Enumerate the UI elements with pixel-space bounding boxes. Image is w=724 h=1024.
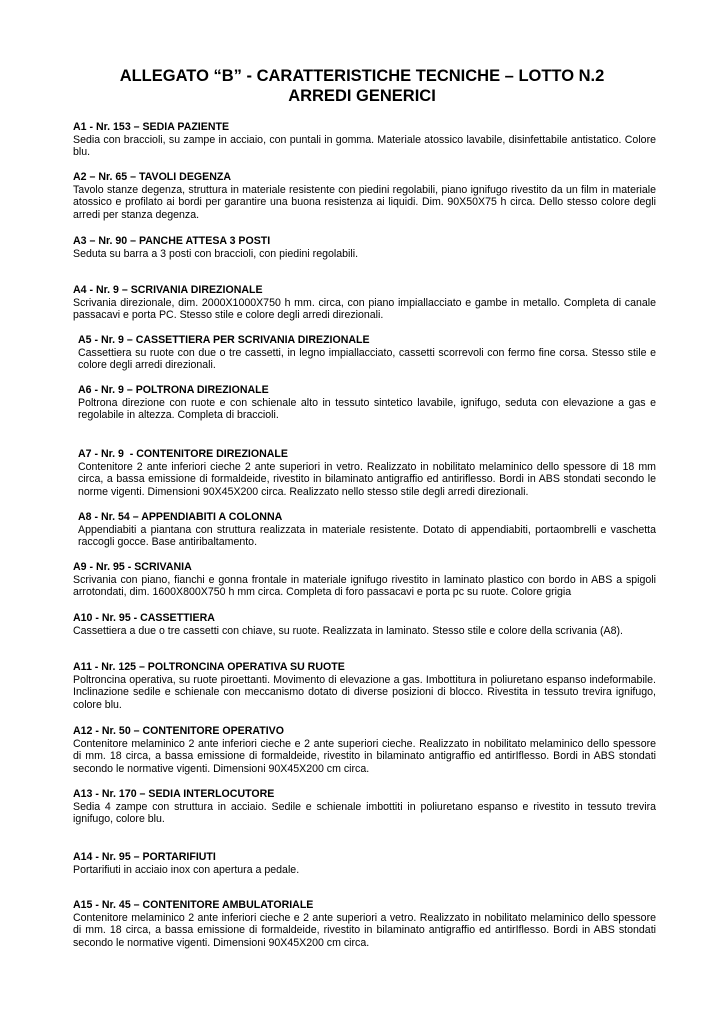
item-heading: A11 - Nr. 125 – POLTRONCINA OPERATIVA SU RUOTE bbox=[73, 661, 345, 673]
item-heading: A1 - Nr. 153 – SEDIA PAZIENTE bbox=[73, 121, 230, 133]
item-description: Contenitore melaminico 2 ante inferiori cieche e 2 ante superiori a vetro. Realizzato in nobilitato melaminico dello spessore di mm. 18 circa, a bassa emissione di formaldeide, rivestito in bilaminato antigraffio ed antirIflesso. Bordi in ABS stondati secondo le normative vigenti. Dimensioni 90X45X200 cm circa. bbox=[73, 911, 656, 949]
item-heading: A7 - Nr. 9 - CONTENITORE DIREZIONALE bbox=[78, 448, 288, 460]
item-description: Cassettiera su ruote con due o tre cassetti, in legno impiallacciato, cassetti scorrevoli con fermo fine corsa. Stesso stile e colore degli arredi direzionali. bbox=[78, 346, 656, 372]
item-heading: A6 - Nr. 9 – POLTRONA DIREZIONALE bbox=[78, 384, 269, 396]
item-a3 bbox=[73, 235, 656, 260]
item-description: Contenitore melaminico 2 ante inferiori cieche e 2 ante superiori cieche. Realizzato in nobilitato melaminico dello spessore di mm. 18 circa, a bassa emissione di formaldeide, rivestito in bilaminato antigraffio ed antirIflesso. Bordi in ABS stondati secondo le normative vigenti. Dimensioni 90X45X200 cm circa. bbox=[73, 737, 656, 775]
item-heading: A9 - Nr. 95 - SCRIVANIA bbox=[73, 561, 192, 573]
item-a5 bbox=[78, 334, 656, 372]
item-description: Seduta su barra a 3 posti con braccioli, con piedini regolabili. bbox=[73, 247, 359, 260]
item-heading: A13 - Nr. 170 – SEDIA INTERLOCUTORE bbox=[73, 788, 275, 800]
item-heading: A3 – Nr. 90 – PANCHE ATTESA 3 POSTI bbox=[73, 235, 271, 247]
item-a9 bbox=[73, 561, 656, 599]
item-description: Portarifiuti in acciaio inox con apertura a pedale. bbox=[73, 863, 300, 876]
item-description: Poltrona direzione con ruote e con schienale alto in tessuto sintetico lavabile, ignifugo, seduta con elevazione a gas e regolabile in altezza. Completa di braccioli. bbox=[78, 396, 656, 422]
item-a11 bbox=[73, 661, 656, 711]
item-a12 bbox=[73, 725, 656, 775]
item-heading: A5 - Nr. 9 – CASSETTIERA PER SCRIVANIA DIREZIONALE bbox=[78, 334, 370, 346]
item-heading: A2 – Nr. 65 – TAVOLI DEGENZA bbox=[73, 171, 231, 183]
item-description: Poltroncina operativa, su ruote piroettanti. Movimento di elevazione a gas. Imbottitura in poliuretano espanso indeformabile. Inclinazione sedile e schienale con meccanismo dotato di diverse posizioni di blocco. Rivestita in tessuto trevira ignifugo, colore blu. bbox=[73, 673, 656, 711]
item-description: Contenitore 2 ante inferiori cieche 2 ante superiori in vetro. Realizzato in nobilitato melaminico dello spessore di 18 mm circa, a bassa emissione di formaldeide, rivestito in bilaminato antigraffio ed antiriflesso. Bordi in ABS stondati secondo le norme vigenti. Dimensioni 90X45X200 circa. Realizzato nello stesso stile degli arredi direzionali. bbox=[78, 460, 656, 498]
item-a4 bbox=[73, 284, 656, 322]
item-a7 bbox=[78, 448, 656, 498]
item-description: Scrivania direzionale, dim. 2000X1000X750 h mm. circa, con piano impiallacciato e gambe in metallo. Completa di canale passacavi e porta PC. Stesso stile e colore degli arredi direzionali. bbox=[73, 296, 656, 322]
item-a10 bbox=[73, 612, 656, 637]
item-a6 bbox=[78, 384, 656, 422]
item-a1 bbox=[73, 121, 656, 159]
item-heading: A14 - Nr. 95 – PORTARIFIUTI bbox=[73, 851, 216, 863]
item-description: Cassettiera a due o tre cassetti con chiave, su ruote. Realizzata in laminato. Stesso stile e colore della scrivania (A8). bbox=[73, 624, 623, 637]
item-description: Appendiabiti a piantana con struttura realizzata in materiale resistente. Dotato di appendiabiti, portaombrelli e vaschetta raccogli gocce. Base antiribaltamento. bbox=[78, 523, 656, 549]
item-a8 bbox=[78, 511, 656, 549]
item-description: Sedia con braccioli, su zampe in acciaio, con puntali in gomma. Materiale atossico lavabile, disinfettabile antistatico. Colore blu. bbox=[73, 133, 656, 159]
item-heading: A10 - Nr. 95 - CASSETTIERA bbox=[73, 612, 215, 624]
item-a14 bbox=[73, 851, 656, 876]
item-heading: A4 - Nr. 9 – SCRIVANIA DIREZIONALE bbox=[73, 284, 263, 296]
item-description: Scrivania con piano, fianchi e gonna frontale in materiale ignifugo rivestito in laminato plastico con bordo in ABS a spigoli arrotondati, dim. 1600X800X750 h mm circa. Completa di foro passacavi e porta pc su ruote. Colore grigia bbox=[73, 573, 656, 599]
title-line-2: ARREDI GENERICI bbox=[288, 87, 436, 105]
item-a15 bbox=[73, 899, 656, 949]
item-heading: A8 - Nr. 54 – APPENDIABITI A COLONNA bbox=[78, 511, 283, 523]
item-a2 bbox=[73, 171, 656, 221]
item-heading: A12 - Nr. 50 – CONTENITORE OPERATIVO bbox=[73, 725, 284, 737]
item-description: Tavolo stanze degenza, struttura in materiale resistente con piedini regolabili, piano ignifugo rivestito da un film in materiale atossico e profilato ai bordi per garantire una buona resistenza ai liquidi. Dim. 90X50X75 h circa. Dello stesso colore degli arredi per stanza degenza. bbox=[73, 183, 656, 221]
item-a13 bbox=[73, 788, 656, 826]
item-description: Sedia 4 zampe con struttura in acciaio. Sedile e schienale imbottiti in poliuretano espanso e rivestito in tessuto trevira ignifugo, colore blu. bbox=[73, 800, 656, 826]
document-title bbox=[60, 66, 664, 106]
item-heading: A15 - Nr. 45 – CONTENITORE AMBULATORIALE bbox=[73, 899, 314, 911]
title-line-1: ALLEGATO “B” - CARATTERISTICHE TECNICHE – LOTTO N.2 bbox=[119, 67, 605, 85]
